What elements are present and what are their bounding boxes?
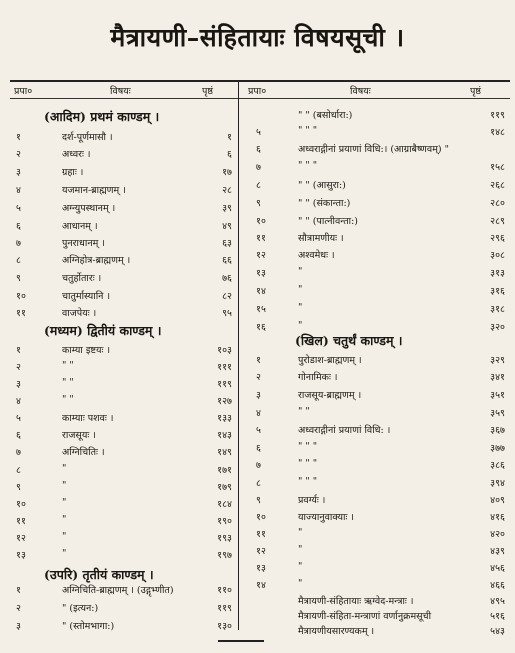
row-page: १७९ — [217, 482, 232, 493]
row-subject: याज्यानुवाक्याः । — [298, 512, 354, 523]
toc-row — [0, 441, 515, 457]
header-prishtha-right: पृष्ठं — [470, 86, 481, 97]
toc-row — [0, 231, 515, 247]
toc-row — [0, 214, 515, 230]
toc-row — [0, 142, 515, 158]
row-subject: " — [298, 544, 303, 555]
header-prapa-left: प्रपा० — [14, 86, 33, 97]
row-subject: " — [298, 527, 303, 538]
row-number: ११ — [16, 516, 26, 527]
top-rule — [10, 80, 510, 82]
row-subject: " " (आसुरा:) — [298, 180, 346, 191]
header-rule — [10, 98, 510, 99]
row-page: ६ — [227, 149, 232, 160]
row-page: २६८ — [490, 180, 505, 191]
row-page: १४८ — [490, 127, 505, 138]
row-page: २९६ — [490, 233, 505, 244]
row-page: ११९ — [217, 379, 232, 390]
row-number: १२ — [256, 250, 266, 261]
row-page: ४५६ — [490, 563, 505, 574]
toc-row — [0, 370, 515, 386]
row-subject: अग्न्युपस्थानम् । — [62, 203, 116, 214]
toc-row — [0, 320, 515, 336]
row-page: ३१८ — [490, 304, 505, 315]
row-page: ३१३ — [490, 268, 505, 279]
row-number: १ — [256, 355, 261, 366]
row-number: ५ — [16, 413, 21, 424]
row-number: ९ — [256, 495, 261, 506]
row-page: ३५१ — [490, 390, 505, 401]
row-number: ९ — [256, 198, 261, 209]
row-subject: " — [62, 497, 67, 508]
row-number: १० — [256, 512, 266, 523]
row-subject: " " " — [298, 476, 318, 487]
row-subject: " (इत्यन:) — [62, 603, 99, 614]
row-page: ७६ — [222, 273, 232, 284]
row-page: २८० — [490, 198, 505, 209]
row-page: ४६६ — [490, 580, 505, 591]
row-number: १० — [256, 216, 266, 227]
row-number: ८ — [16, 465, 21, 476]
row-page: २८९ — [490, 216, 505, 227]
row-number: १४ — [256, 580, 266, 591]
row-subject: काम्या इष्टयः । — [62, 345, 111, 356]
toc-row — [0, 284, 515, 300]
row-page: ३१६ — [490, 286, 505, 297]
toc-row — [0, 594, 515, 610]
row-number: ९ — [16, 482, 21, 493]
row-number: १ — [16, 345, 21, 356]
row-page: ५१६ — [490, 611, 505, 622]
toc-row — [0, 544, 515, 560]
row-number: ७ — [256, 162, 261, 173]
row-page: ३९४ — [490, 478, 505, 489]
header-prishtha-left: पृष्ठं — [202, 86, 213, 97]
row-subject: अग्निचिति-ब्राह्मणम् । (उद्गृभ्णीत) — [62, 585, 174, 596]
row-number: ७ — [16, 447, 21, 458]
row-page: ९५ — [222, 308, 232, 319]
row-page: १९० — [217, 516, 232, 527]
row-page: ४२० — [490, 529, 505, 540]
row-subject: गोनामिकः । — [298, 372, 338, 383]
row-page: ४०९ — [490, 495, 505, 506]
row-number: १२ — [16, 533, 26, 544]
row-page: १३० — [217, 621, 232, 632]
row-subject: " " — [62, 394, 74, 405]
row-number: ६ — [16, 221, 21, 232]
row-page: ११९ — [217, 603, 232, 614]
row-number: १३ — [256, 268, 266, 279]
row-subject: अध्वराद्गीनां प्रयाणां विधि: । — [298, 425, 391, 436]
row-page: ६३ — [222, 238, 232, 249]
row-subject: मैत्रायणीयसारण्यकम् । — [298, 626, 375, 637]
row-number: ६ — [16, 430, 21, 441]
row-number: ९ — [16, 273, 21, 284]
row-page: ३८६ — [490, 460, 505, 471]
header-prapa-right: प्रपा० — [248, 86, 267, 97]
row-page: १७ — [222, 167, 232, 178]
row-number: १० — [16, 499, 26, 510]
row-page: ३६७ — [490, 425, 505, 436]
row-subject: ग्रहाः । — [62, 167, 84, 178]
toc-row — [0, 527, 515, 543]
row-subject: अग्निहोत्र-ब्राह्मणम् । — [62, 255, 131, 266]
toc-row — [0, 302, 515, 318]
row-number: ११ — [16, 308, 26, 319]
toc-row — [0, 388, 515, 404]
row-page: ४९५ — [490, 596, 505, 607]
row-page: ४९ — [222, 221, 232, 232]
footer-rule — [218, 640, 264, 642]
row-page: ३२० — [490, 322, 505, 333]
row-number: ४ — [16, 396, 21, 407]
row-subject: " " (पात्नीवन्ता:) — [298, 216, 358, 227]
row-subject: " — [62, 531, 67, 542]
row-number: ५ — [256, 425, 261, 436]
row-subject: आधानम् । — [62, 221, 98, 232]
row-subject: अध्वराद्गीनां प्रयाणां विधि:। (आग्राबैष्णवम्) " — [298, 144, 449, 155]
row-number: ६ — [256, 144, 261, 155]
row-page: १५८ — [490, 162, 505, 173]
row-number: १३ — [256, 563, 266, 574]
row-number: ४ — [16, 185, 21, 196]
row-subject: दर्श-पूर्णमासौ । — [62, 132, 113, 143]
row-number: ५ — [16, 203, 21, 214]
row-number: १२ — [256, 546, 266, 557]
toc-row — [0, 493, 515, 509]
row-subject: राजसूय-ब्राह्मणम् । — [298, 390, 362, 401]
toc-row — [0, 476, 515, 492]
page-title: मैत्रायणी–संहितायाः विषयसूची । — [110, 23, 405, 52]
row-subject: काम्याः पशवः । — [62, 413, 114, 424]
row-subject: " " — [62, 377, 74, 388]
section-heading: (आदिम) प्रथमं काण्डम् । — [44, 109, 160, 124]
row-number: ४ — [256, 408, 261, 419]
toc-row — [0, 624, 515, 640]
row-subject: अश्वमेधः । — [298, 250, 335, 261]
row-subject: " " " — [298, 441, 318, 452]
row-number: ११ — [256, 529, 266, 540]
row-subject: " — [62, 480, 67, 491]
row-page: १३३ — [217, 413, 232, 424]
header-vishaya-right: विषयः — [350, 86, 371, 97]
row-number: ७ — [256, 460, 261, 471]
row-number: १० — [16, 291, 26, 302]
row-number: ३ — [16, 379, 21, 390]
toc-row — [0, 160, 515, 176]
toc-row — [0, 578, 515, 594]
row-subject: " — [298, 266, 303, 277]
row-page: १०३ — [217, 345, 232, 356]
row-subject: " (स्तोमभागा:) — [62, 621, 115, 632]
row-page: १२७ — [217, 396, 232, 407]
row-subject: " " " — [298, 125, 318, 136]
row-subject: सौत्रामणीयः । — [298, 233, 344, 244]
row-subject: " " (बसोर्धारा:) — [298, 110, 353, 121]
row-page: ४३९ — [490, 546, 505, 557]
row-page: ३५९ — [490, 408, 505, 419]
row-page: ६६ — [222, 255, 232, 266]
toc-row — [0, 266, 515, 282]
row-subject: चतुर्होतारः । — [62, 273, 102, 284]
row-page: १९३ — [217, 533, 232, 544]
row-page: ३९ — [222, 203, 232, 214]
row-page: १४९ — [217, 447, 232, 458]
row-number: १४ — [256, 286, 266, 297]
row-number: ३ — [256, 390, 261, 401]
row-number: २ — [16, 603, 21, 614]
toc-row — [0, 561, 515, 577]
row-subject: " " (संकान्ता:) — [298, 198, 351, 209]
row-subject: प्रवर्ग्यः । — [298, 495, 326, 506]
toc-row — [0, 196, 515, 212]
toc-row — [0, 423, 515, 439]
row-number: २ — [16, 149, 21, 160]
row-subject: " — [298, 578, 303, 589]
row-subject: " " — [62, 360, 74, 371]
row-page: ४१६ — [490, 512, 505, 523]
row-subject: मैत्रायणी-संहिता-मन्त्राणां वर्णानुक्रमसूची — [298, 611, 432, 622]
row-subject: " — [298, 320, 303, 331]
row-subject: पुनराधानम् । — [62, 238, 105, 249]
row-subject: राजसूयः । — [62, 430, 96, 441]
toc-row — [0, 248, 515, 264]
row-number: ७ — [16, 238, 21, 249]
row-page: ११९ — [490, 110, 505, 121]
section-heading: (खिल) चतुर्थं काण्डम् । — [295, 333, 403, 348]
row-page: १११ — [217, 362, 232, 373]
row-number: ३ — [16, 621, 21, 632]
row-page: ३२९ — [490, 355, 505, 366]
row-page: ५४३ — [490, 626, 505, 637]
row-number: ३ — [16, 167, 21, 178]
row-number: ५ — [256, 127, 261, 138]
toc-row — [0, 125, 515, 141]
row-subject: अध्वरः । — [62, 149, 91, 160]
row-number: ८ — [256, 478, 261, 489]
row-subject: " — [298, 302, 303, 313]
row-subject: " " — [298, 406, 310, 417]
row-number: ६ — [256, 443, 261, 454]
toc-row — [0, 406, 515, 422]
row-page: १८४ — [217, 499, 232, 510]
row-page: १ — [227, 132, 232, 143]
row-subject: वाजपेयः । — [62, 308, 97, 319]
row-page: ८२ — [222, 291, 232, 302]
row-subject: " — [62, 463, 67, 474]
row-page: ३०८ — [490, 250, 505, 261]
section-heading: (मध्यम) द्वितीयं काण्डम् । — [44, 323, 162, 338]
row-number: २ — [256, 372, 261, 383]
toc-row — [0, 353, 515, 369]
row-number: १५ — [256, 304, 266, 315]
row-page: १४३ — [217, 430, 232, 441]
row-page: ३७७ — [490, 443, 505, 454]
row-subject: मैत्रायणी-संहितायाः ऋग्वेद-मन्त्राः । — [298, 596, 414, 607]
row-subject: पुरोडाश-ब्राह्मणम् । — [298, 355, 362, 366]
toc-row — [0, 609, 515, 625]
row-page: १९७ — [217, 550, 232, 561]
section-heading: (उपरि) तृतीयं काण्डम् । — [44, 567, 154, 582]
row-number: ८ — [16, 255, 21, 266]
row-page: १७१ — [217, 465, 232, 476]
toc-row — [0, 510, 515, 526]
row-subject: " — [298, 284, 303, 295]
row-subject: " " " — [298, 458, 318, 469]
toc-row — [0, 108, 515, 124]
row-subject: " — [62, 548, 67, 559]
header-vishaya-left: विषयः — [110, 86, 131, 97]
row-subject: " — [298, 561, 303, 572]
row-subject: " " " — [298, 160, 318, 171]
row-subject: यजमान-ब्राह्मणम् । — [62, 185, 126, 196]
row-subject: चातुर्मास्यानि । — [62, 291, 111, 302]
row-number: ११ — [256, 233, 266, 244]
row-number: १६ — [256, 322, 266, 333]
row-number: १ — [16, 132, 21, 143]
toc-row — [0, 458, 515, 474]
row-page: ३४१ — [490, 372, 505, 383]
row-number: १ — [16, 585, 21, 596]
toc-row — [0, 178, 515, 194]
row-page: ११० — [217, 585, 232, 596]
row-page: २८ — [222, 185, 232, 196]
row-number: ८ — [256, 180, 261, 191]
row-subject: अग्निचितिः । — [62, 447, 105, 458]
row-number: १३ — [16, 550, 26, 561]
row-subject: " — [62, 514, 67, 525]
row-number: २ — [16, 362, 21, 373]
